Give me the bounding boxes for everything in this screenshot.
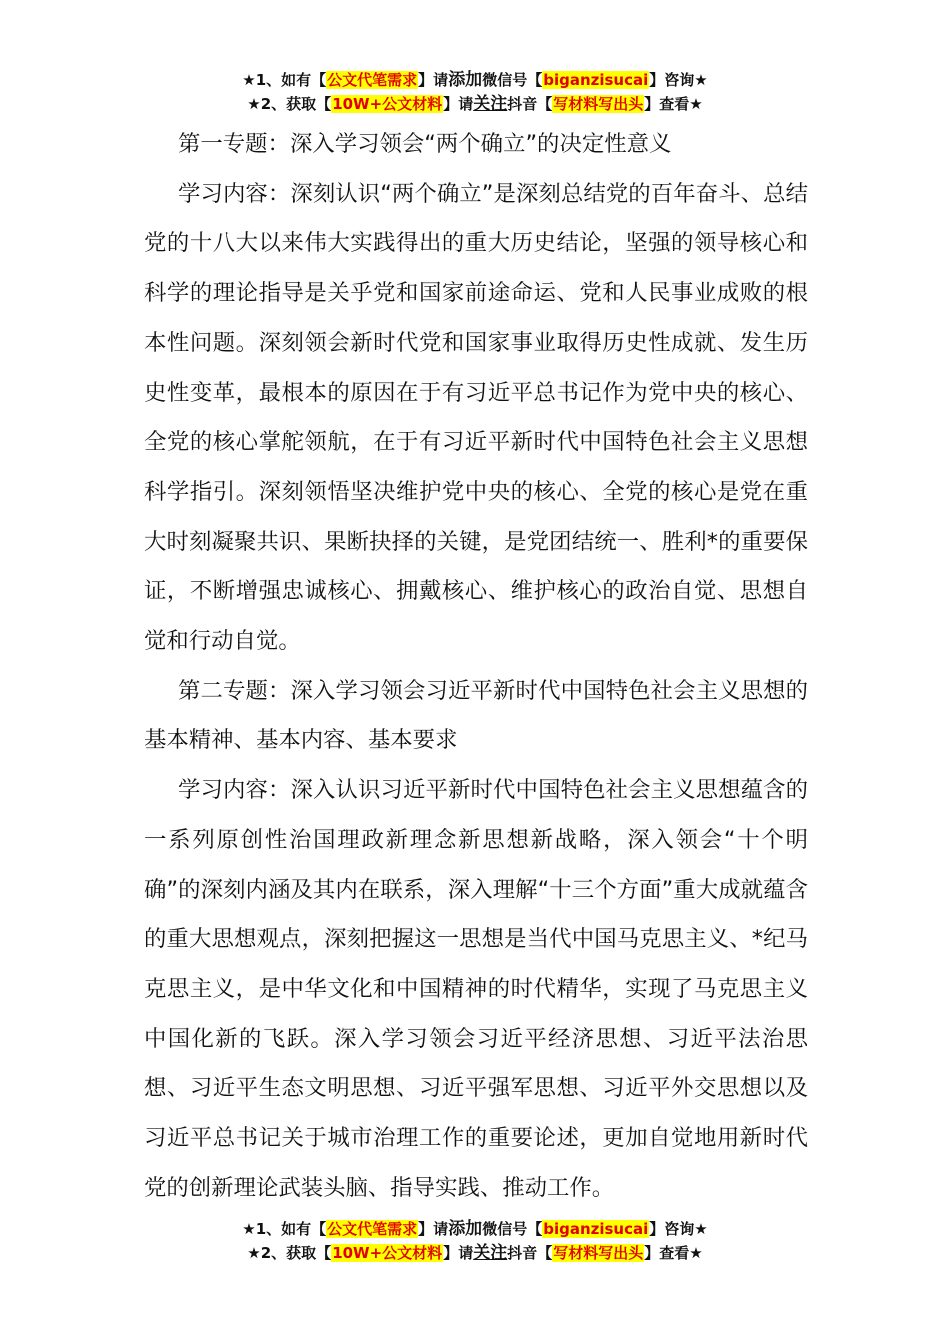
star-icon: ★ (247, 95, 261, 113)
document-body (144, 120, 808, 1213)
highlight-wechat-id: biganzisucai (543, 1220, 649, 1238)
section-2-title: 第二专题：深入学习领会习近平新时代中国特色社会主义思想的基本精神、基本内容、基本要求 (144, 677, 808, 754)
section-1-content: 学习内容：深刻认识“两个确立”是深刻总结党的百年奋斗、总结党的十八大以来伟大实践得出的重大历史结论，坚强的领导核心和科学的理论指导是关乎党和国家前途命运、党和人民事业成败的根本性问题。深刻领会新时代党和国家事业取得历史性成就、发生历史性变革，最根本的原因在于有习近平总书记作为党中央的核心、全党的核心掌舵领航，在于有习近平新时代中国特色社会主义思想科学指引。深刻领悟坚决维护党中央的核心、全党的核心是党在重大时刻凝聚共识、果断抉择的关键，是党团结统一、胜利*的重要保证，不断增强忠诚核心、拥戴核心、维护核心的政治自觉、思想自觉和行动自觉。 (144, 180, 808, 655)
highlight-materials: 10W+公文材料 (332, 95, 443, 113)
section-2-content: 学习内容：深入认识习近平新时代中国特色社会主义思想蕴含的一系列原创性治国理政新理念新思想新战略，深入领会“十个明确”的深刻内涵及其内在联系，深入理解“十三个方面”重大成就蕴含的重大思想观点，深刻把握这一思想是当代中国马克思主义、*纪马克思主义，是中华文化和中国精神的时代精华，实现了马克思主义中国化新的飞跃。深入学习领会习近平经济思想、习近平法治思想、习近平生态文明思想、习近平强军思想、习近平外交思想以及习近平总书记关于城市治理工作的重要论述，更加自觉地用新时代党的创新理论武装头脑、指导实践、推动工作。 (144, 777, 808, 1201)
star-icon: ★ (242, 71, 256, 89)
highlight-wechat-id: biganzisucai (543, 71, 649, 89)
star-icon: ★ (247, 1244, 261, 1262)
section-1-title: 第一专题：深入学习领会“两个确立”的决定性意义 (178, 131, 672, 157)
banner-line-2: ★2、获取【10W+公文材料】请关注抖音【写材料写出头】查看★ (247, 94, 703, 114)
highlight-douyin: 写材料写出头 (553, 95, 644, 113)
header-banner (0, 68, 950, 116)
banner-line-2: ★2、获取【10W+公文材料】请关注抖音【写材料写出头】查看★ (247, 1243, 703, 1263)
banner-line-1: ★1、如有【公文代笔需求】请添加微信号【biganzisucai】咨询★ (242, 70, 708, 90)
star-icon: ★ (242, 1220, 256, 1238)
highlight-douyin: 写材料写出头 (553, 1244, 644, 1262)
footer-banner (0, 1217, 950, 1265)
banner-line-1: ★1、如有【公文代笔需求】请添加微信号【biganzisucai】咨询★ (242, 1219, 708, 1239)
highlight-materials: 10W+公文材料 (332, 1244, 443, 1262)
highlight-service: 公文代笔需求 (327, 1220, 418, 1238)
highlight-service: 公文代笔需求 (327, 71, 418, 89)
